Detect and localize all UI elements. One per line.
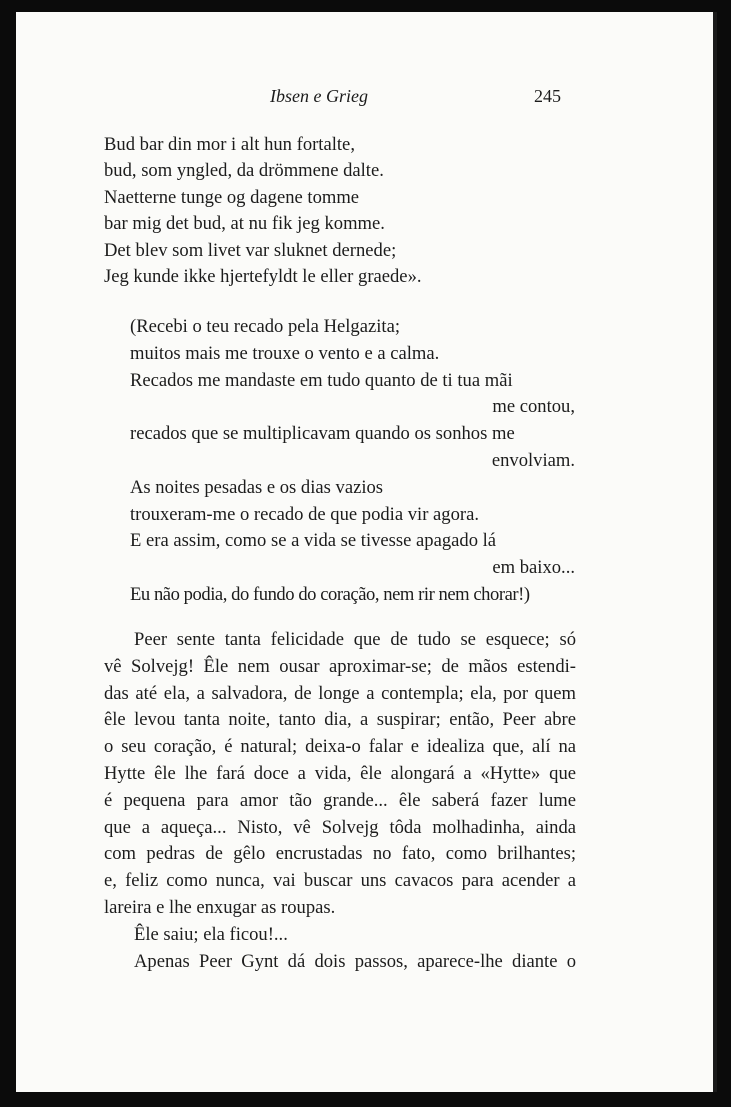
- prose-line: com pedras de gêlo encrustadas no fato, como brilhantes;: [104, 843, 576, 865]
- translation-line: muitos mais me trouxe o vento e a calma.: [130, 342, 440, 364]
- portuguese-translation: [130, 314, 575, 609]
- translation-line: me contou,: [492, 396, 575, 418]
- prose-line: Apenas Peer Gynt dá dois passos, aparece-lhe diante o: [134, 950, 576, 972]
- poem-line: bud, som yngled, da drömmene dalte.: [104, 160, 384, 182]
- poem-line: bar mig det bud, at nu fik jeg komme.: [104, 213, 385, 235]
- translation-line: Eu não podia, do fundo do coração, nem rir nem chorar!): [130, 583, 530, 605]
- prose-line: Êle saiu; ela ficou!...: [134, 923, 288, 945]
- translation-line: em baixo...: [492, 557, 575, 579]
- translation-line: recados que se multiplicavam quando os sonhos me: [130, 423, 515, 445]
- translation-line: E era assim, como se a vida se tivesse apagado lá: [130, 530, 497, 552]
- prose-line: e, feliz como nunca, vai buscar uns cavacos para acender a: [104, 870, 576, 892]
- prose-line: vê Solvejg! Êle nem ousar aproximar-se; de mãos estendi-: [104, 655, 576, 677]
- prose-line: das até ela, a salvadora, de longe a contempla; ela, por quem: [104, 682, 576, 704]
- poem-line: Bud bar din mor i alt hun fortalte,: [104, 134, 355, 155]
- translation-line: envolviam.: [491, 449, 575, 471]
- norwegian-poem: [104, 132, 422, 290]
- translation-line: trouxeram-me o recado de que podia vir agora.: [130, 503, 479, 525]
- prose-line: é pequena para amor tão grande... êle saberá fazer lume: [104, 789, 576, 811]
- translation-line: (Recebi o teu recado pela Helgazita;: [130, 316, 400, 337]
- prose-line: êle levou tanta noite, tanto dia, a suspirar; então, Peer abre: [104, 709, 576, 731]
- translation-line: As noites pesadas e os dias vazios: [130, 476, 384, 498]
- translation-line: Recados me mandaste em tudo quanto de ti tua mãi: [130, 369, 513, 391]
- page-number: 245: [534, 86, 561, 106]
- prose-line: lareira e lhe enxugar as roupas.: [104, 896, 336, 918]
- poem-line: Jeg kunde ikke hjertefyldt le eller graede».: [104, 265, 422, 287]
- prose-line: que a aqueça... Nisto, vê Solvejg tôda molhadinha, ainda: [104, 816, 576, 838]
- book-page: [16, 12, 717, 1092]
- running-head-title: Ibsen e Grieg: [270, 86, 368, 106]
- prose-line: Peer sente tanta felicidade que de tudo se esquece; só: [134, 629, 576, 650]
- prose-line: Hytte êle lhe fará doce a vida, êle alongará a «Hytte» que: [104, 762, 576, 784]
- prose-line: o seu coração, é natural; deixa-o falar e idealiza que, alí na: [104, 736, 576, 758]
- poem-line: Naetterne tunge og dagene tomme: [104, 186, 360, 208]
- poem-line: Det blev som livet var sluknet dernede;: [104, 239, 397, 261]
- prose-paragraph: [104, 627, 576, 975]
